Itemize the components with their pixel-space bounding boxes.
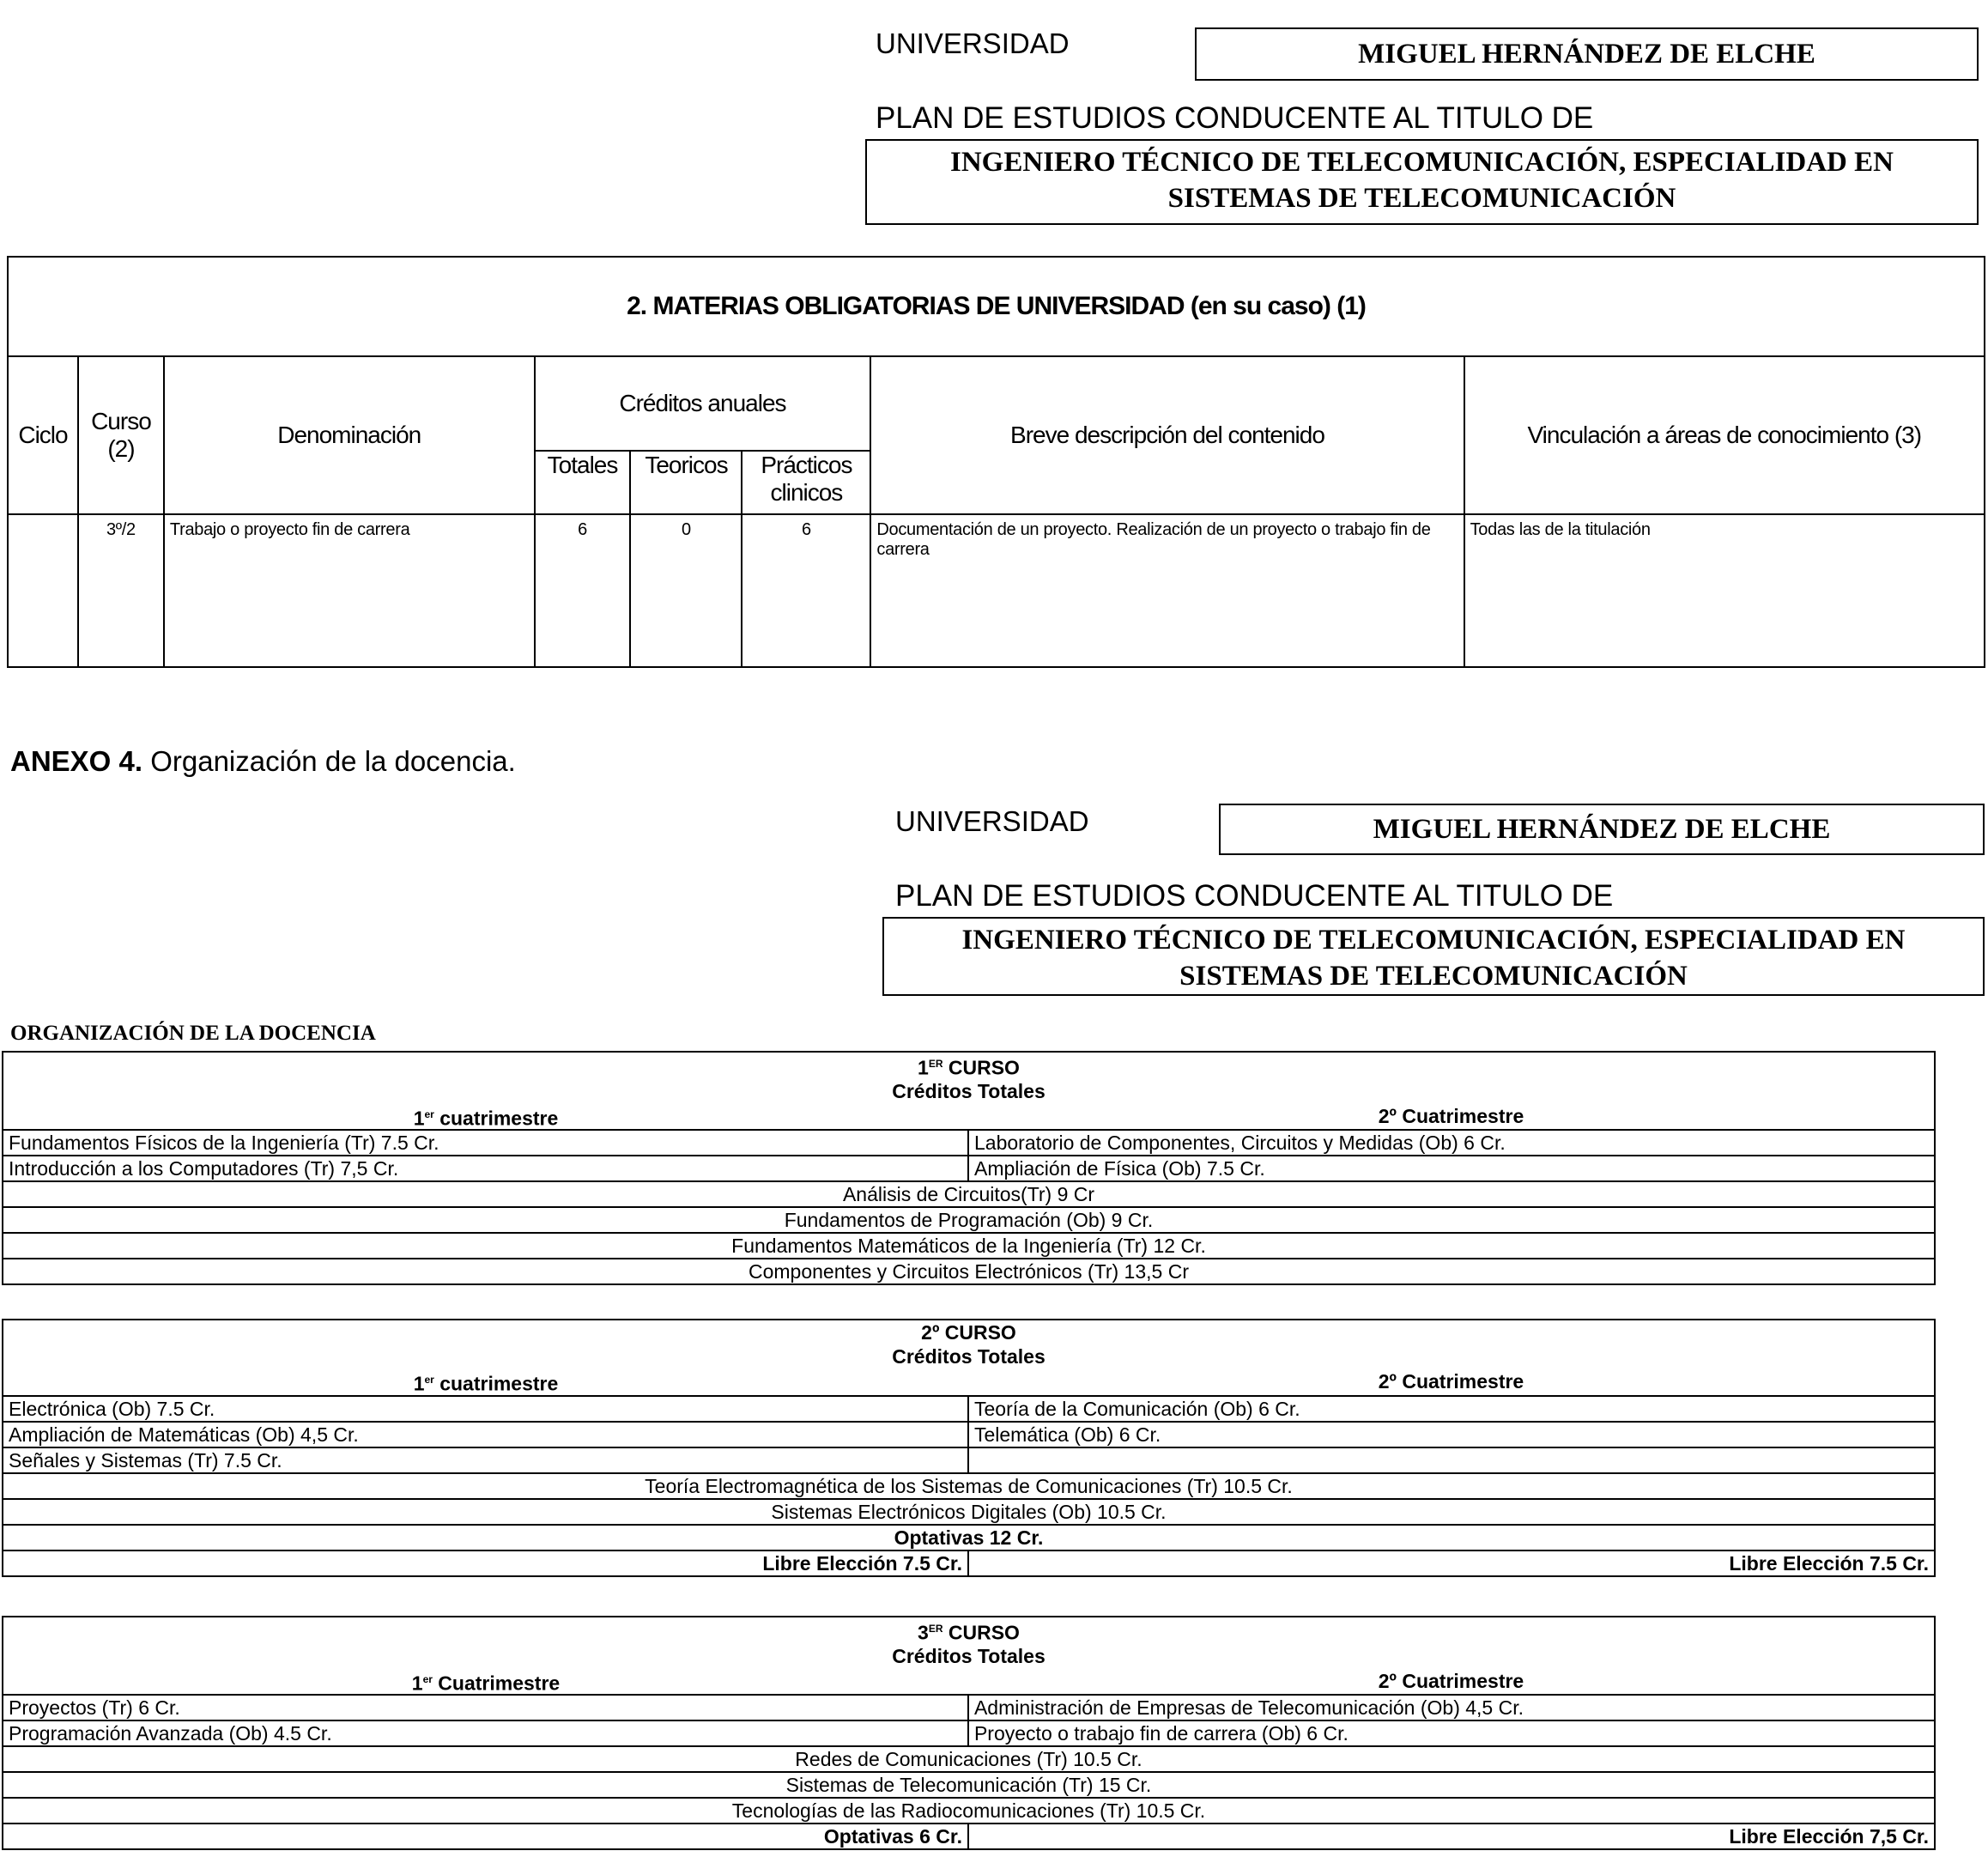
table-row xyxy=(3,1422,1935,1447)
curso2-table xyxy=(2,1319,1936,1577)
curso3-sem2: 2º Cuatrimestre xyxy=(1378,1669,1524,1692)
university-name-box: MIGUEL HERNÁNDEZ DE ELCHE xyxy=(1195,27,1979,81)
table-row xyxy=(3,1447,1935,1473)
curso3-title: 3ER CURSO xyxy=(918,1621,1020,1644)
cell-descripcion: Documentación de un proyecto. Realización de un proyecto o trabajo fin de carrera xyxy=(870,514,1464,667)
materias-table xyxy=(7,256,1985,668)
subject: Redes de Comunicaciones (Tr) 10.5 Cr. xyxy=(3,1746,1935,1772)
col-vinculacion: Vinculación a áreas de conocimiento (3) xyxy=(1464,356,1985,514)
table-row xyxy=(3,1396,1935,1422)
curso1-sem1: 1er cuatrimestre xyxy=(413,1107,559,1130)
col-practicos-line1: Prácticos xyxy=(761,452,852,478)
university-label-2: UNIVERSIDAD xyxy=(895,805,1089,837)
curso2-sem2: 2º Cuatrimestre xyxy=(1378,1370,1524,1393)
col-practicos-line2: clinicos xyxy=(770,479,843,506)
degree-title-box-2 xyxy=(882,917,1985,996)
subject: Fundamentos de Programación (Ob) 9 Cr. xyxy=(3,1207,1935,1233)
table-row xyxy=(3,1181,1935,1207)
degree-title-box xyxy=(865,139,1979,225)
table-row xyxy=(3,1798,1935,1824)
subject: Libre Elección 7,5 Cr. xyxy=(968,1824,1935,1849)
table-row xyxy=(3,1525,1935,1550)
curso3-table xyxy=(2,1616,1936,1850)
subject: Señales y Sistemas (Tr) 7.5 Cr. xyxy=(3,1447,968,1473)
degree-title-line2: SISTEMAS DE TELECOMUNICACIÓN xyxy=(1167,183,1676,214)
table-row xyxy=(3,1233,1935,1259)
table-row xyxy=(3,1499,1935,1525)
col-totales: Totales xyxy=(535,451,631,514)
subject xyxy=(968,1447,1935,1473)
curso2-title: 2º CURSO xyxy=(921,1321,1016,1344)
col-curso-label: Curso xyxy=(91,408,151,434)
subject: Laboratorio de Componentes, Circuitos y Medidas (Ob) 6 Cr. xyxy=(968,1130,1935,1156)
subject: Telemática (Ob) 6 Cr. xyxy=(968,1422,1935,1447)
curso1-subtitle: Créditos Totales xyxy=(892,1079,1046,1102)
materias-title: 2. MATERIAS OBLIGATORIAS DE UNIVERSIDAD (en su caso) (1) xyxy=(8,257,1985,356)
cell-vinculacion: Todas las de la titulación xyxy=(1464,514,1985,667)
subject: Optativas 6 Cr. xyxy=(3,1824,968,1849)
subject: Fundamentos Físicos de la Ingeniería (Tr) 7.5 Cr. xyxy=(3,1130,968,1156)
subject: Teoría de la Comunicación (Ob) 6 Cr. xyxy=(968,1396,1935,1422)
col-practicos xyxy=(742,451,870,514)
subject: Sistemas Electrónicos Digitales (Ob) 10.5 Cr. xyxy=(3,1499,1935,1525)
plan-label: PLAN DE ESTUDIOS CONDUCENTE AL TITULO DE xyxy=(876,101,1594,135)
table-row xyxy=(3,1550,1935,1576)
subject: Optativas 12 Cr. xyxy=(3,1525,1935,1550)
curso2-sem1: 1er cuatrimestre xyxy=(413,1372,559,1395)
table-row xyxy=(3,1720,1935,1746)
col-curso xyxy=(78,356,164,514)
table-row xyxy=(3,1473,1935,1499)
curso1-sem2: 2º Cuatrimestre xyxy=(1378,1104,1524,1127)
subject: Componentes y Circuitos Electrónicos (Tr) 13,5 Cr xyxy=(3,1259,1935,1284)
cell-practicos: 6 xyxy=(742,514,870,667)
col-curso-note: (2) xyxy=(107,435,135,462)
subject: Administración de Empresas de Telecomunicación (Ob) 4,5 Cr. xyxy=(968,1695,1935,1720)
table-row xyxy=(3,1695,1935,1720)
subject: Proyecto o trabajo fin de carrera (Ob) 6 Cr. xyxy=(968,1720,1935,1746)
col-descripcion: Breve descripción del contenido xyxy=(870,356,1464,514)
subject: Ampliación de Física (Ob) 7.5 Cr. xyxy=(968,1156,1935,1181)
table-row xyxy=(3,1259,1935,1284)
university-label: UNIVERSIDAD xyxy=(876,27,1070,59)
cell-curso: 3º/2 xyxy=(78,514,164,667)
subject: Tecnologías de las Radiocomunicaciones (Tr) 10.5 Cr. xyxy=(3,1798,1935,1824)
curso3-sem1: 1er Cuatrimestre xyxy=(411,1672,561,1695)
degree-title-2-line2: SISTEMAS DE TELECOMUNICACIÓN xyxy=(1179,961,1688,992)
degree-title-line1: INGENIERO TÉCNICO DE TELECOMUNICACIÓN, ESPECIALIDAD EN xyxy=(950,147,1894,178)
table-row xyxy=(3,1824,1935,1849)
curso3-subtitle: Créditos Totales xyxy=(892,1644,1046,1667)
col-denominacion: Denominación xyxy=(164,356,535,514)
col-creditos: Créditos anuales xyxy=(535,356,871,451)
cell-teoricos: 0 xyxy=(630,514,742,667)
anexo-heading xyxy=(10,745,516,778)
subject: Electrónica (Ob) 7.5 Cr. xyxy=(3,1396,968,1422)
subject: Proyectos (Tr) 6 Cr. xyxy=(3,1695,968,1720)
university-name-box-2: MIGUEL HERNÁNDEZ DE ELCHE xyxy=(1219,804,1985,855)
plan-label-2: PLAN DE ESTUDIOS CONDUCENTE AL TITULO DE xyxy=(895,879,1614,913)
curso2-subtitle: Créditos Totales xyxy=(892,1345,1046,1368)
anexo-text: Organización de la docencia. xyxy=(142,745,516,777)
table-row xyxy=(8,514,1985,667)
col-ciclo: Ciclo xyxy=(8,356,78,514)
subject: Programación Avanzada (Ob) 4.5 Cr. xyxy=(3,1720,968,1746)
subject: Libre Elección 7.5 Cr. xyxy=(968,1550,1935,1576)
subject: Ampliación de Matemáticas (Ob) 4,5 Cr. xyxy=(3,1422,968,1447)
cell-totales: 6 xyxy=(535,514,631,667)
cell-ciclo xyxy=(8,514,78,667)
table-row xyxy=(3,1746,1935,1772)
table-row xyxy=(3,1207,1935,1233)
curso1-table xyxy=(2,1051,1936,1285)
cell-denominacion: Trabajo o proyecto fin de carrera xyxy=(164,514,535,667)
subject: Libre Elección 7.5 Cr. xyxy=(3,1550,968,1576)
organizacion-label: ORGANIZACIÓN DE LA DOCENCIA xyxy=(10,1022,376,1045)
subject: Análisis de Circuitos(Tr) 9 Cr xyxy=(3,1181,1935,1207)
subject: Fundamentos Matemáticos de la Ingeniería (Tr) 12 Cr. xyxy=(3,1233,1935,1259)
subject: Introducción a los Computadores (Tr) 7,5 Cr. xyxy=(3,1156,968,1181)
col-teoricos: Teoricos xyxy=(630,451,742,514)
degree-title-2-line1: INGENIERO TÉCNICO DE TELECOMUNICACIÓN, ESPECIALIDAD EN xyxy=(961,925,1906,956)
table-row xyxy=(3,1130,1935,1156)
subject: Sistemas de Telecomunicación (Tr) 15 Cr. xyxy=(3,1772,1935,1798)
subject: Teoría Electromagnética de los Sistemas de Comunicaciones (Tr) 10.5 Cr. xyxy=(3,1473,1935,1499)
curso1-title: 1ER CURSO xyxy=(918,1056,1020,1079)
table-row xyxy=(3,1772,1935,1798)
table-row xyxy=(3,1156,1935,1181)
anexo-number: ANEXO 4. xyxy=(10,745,143,777)
